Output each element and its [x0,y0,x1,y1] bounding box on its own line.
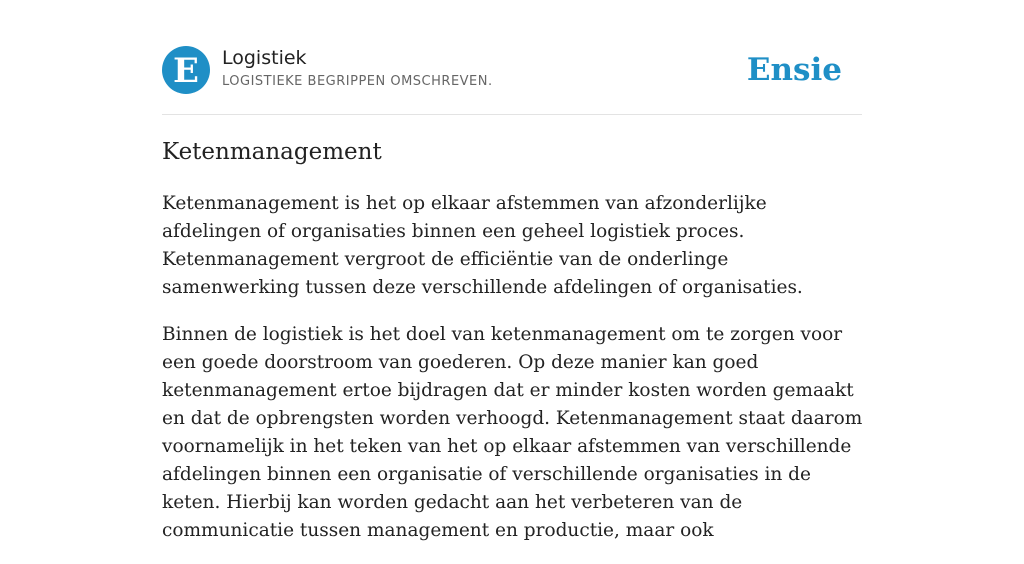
site-title[interactable]: Logistiek [222,47,307,69]
site-subtitle: LOGISTIEKE BEGRIPPEN OMSCHREVEN. [222,74,493,89]
article-paragraph: Ketenmanagement is het op elkaar afstemmen van afzonderlijke afdelingen of organisaties binnen een geheel logistiek proces. Ketenmanagement vergroot de efficiëntie van de onderlinge samenwerking tussen deze verschillende afdelingen of organisaties. [162,193,803,298]
ensie-logo-icon[interactable] [162,46,210,94]
brand-logo[interactable]: Ensie [746,52,842,88]
article [162,136,864,564]
logo-letter: E [173,51,199,91]
article-paragraph: Binnen de logistiek is het doel van ketenmanagement om te zorgen voor een goede doorstroom van goederen. Op deze manier kan goed ketenmanagement ertoe bijdragen dat er minder kosten worden gemaakt en dat de opbrengsten worden verhoogd. Ketenmanagement staat daarom voornamelijk in het teken van het op elkaar afstemmen van verschillende afdelingen binnen een organisatie of verschillende organisaties in de keten. Hierbij kan worden gedacht aan het verbeteren van de communicatie tussen management en productie, maar ook [162,324,863,541]
site-header [162,46,862,115]
article-title: Ketenmanagement [162,139,382,165]
